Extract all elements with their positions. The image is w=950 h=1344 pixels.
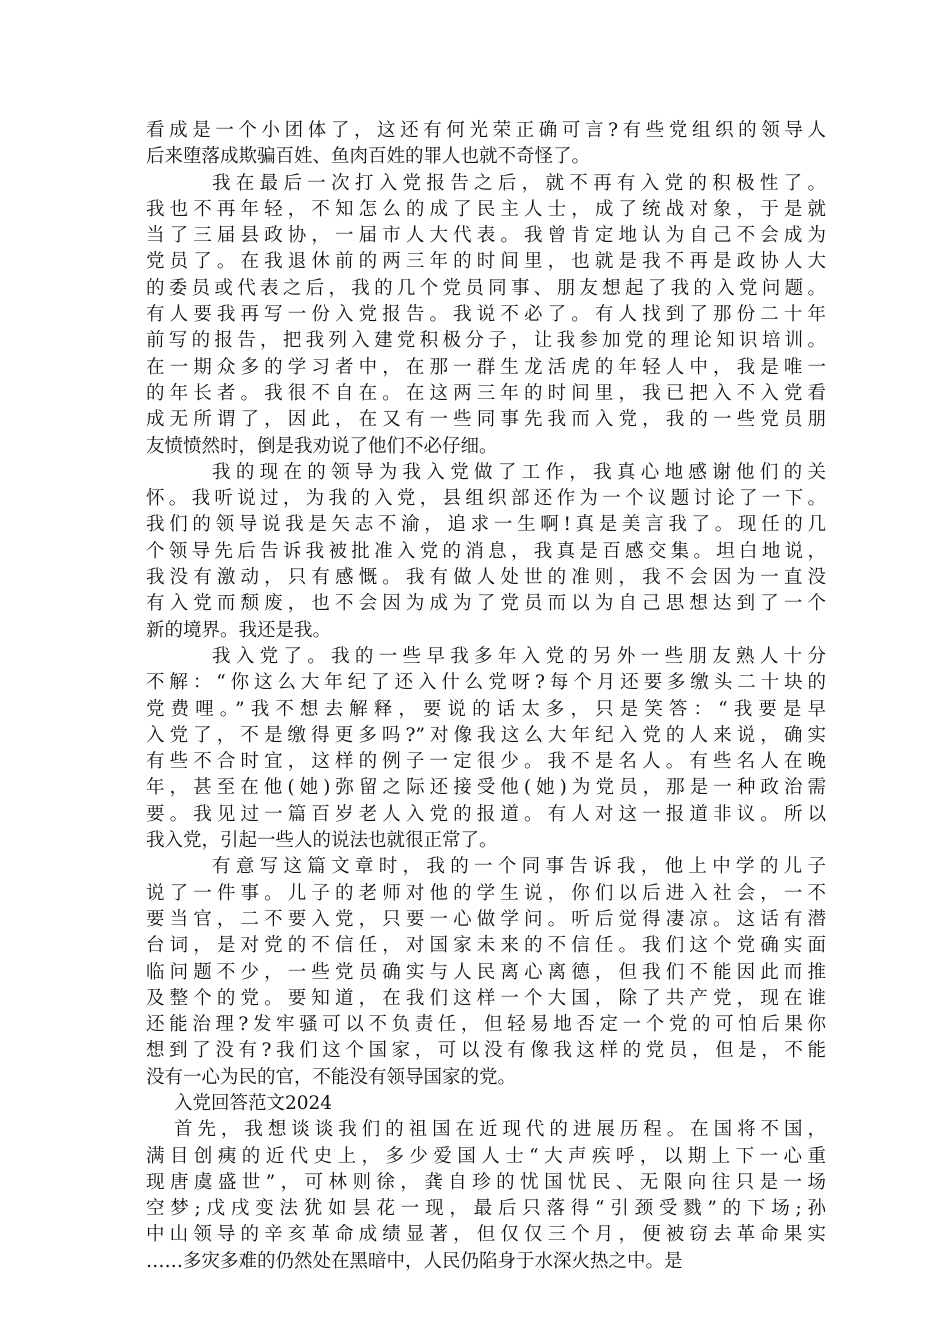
paragraph-line: 有人要我再写一份入党报告。我说不必了。有人找到了那份二十年: [146, 304, 826, 326]
paragraph-line: 没有一心为民的官，不能没有领导国家的党。: [146, 1066, 517, 1088]
paragraph-line: ……多灾多难的仍然处在黑暗中，人民仍陷身于水深火热之中。是: [146, 1250, 683, 1272]
paragraph-line: 有入党而颓废，也不会因为成为了党员而以为自己思想达到了一个: [146, 593, 826, 615]
paragraph-line: 不解：“你这么大年纪了还入什么党呀?每个月还要多缴头二十块的: [146, 672, 826, 694]
paragraph-line: 党费哩。”我不想去解释，要说的话太多，只是笑答：“我要是早: [146, 698, 826, 720]
paragraph-line: 的委员或代表之后，我的几个党员同事、朋友想起了我的入党问题。: [146, 277, 826, 299]
paragraph-line: 我的现在的领导为我入党做了工作，我真心地感谢他们的关: [212, 461, 826, 483]
paragraph-line: 要。我见过一篇百岁老人入党的报道。有人对这一报道非议。所以: [146, 803, 826, 825]
paragraph-line: 现唐虞盛世”，可林则徐，龚自珍的忧国忧民、无限向往只是一场: [146, 1171, 826, 1193]
paragraph-line: 首先，我想谈谈我们的祖国在近现代的进展历程。在国将不国，: [174, 1119, 826, 1141]
paragraph-line: 年，甚至在他(她)弥留之际还接受他(她)为党员，那是一种政治需: [146, 777, 826, 799]
paragraph-line: 看成是一个小团体了，这还有何光荣正确可言?有些党组织的领导人: [146, 120, 826, 141]
paragraph-line: 党员了。在我退休前的两三年的时间里，也就是我不再是政协人大: [146, 251, 826, 273]
paragraph-p6: [146, 1091, 826, 1117]
paragraph-p1: [146, 118, 826, 171]
paragraph-line: 在一期众多的学习者中，在那一群生龙活虎的年轻人中，我是唯一: [146, 356, 826, 378]
paragraph-line: 有意写这篇文章时，我的一个同事告诉我，他上中学的儿子: [212, 856, 826, 878]
paragraph-p3: [146, 460, 826, 644]
paragraph-line: 成无所谓了，因此，在又有一些同事先我而入党，我的一些党员朋: [146, 409, 826, 431]
paragraph-line: 空梦;戊戌变法犹如昙花一现，最后只落得“引颈受戮”的下场;孙: [146, 1198, 826, 1220]
paragraph-line: 有些不合时宜，这样的例子一定很少。我不是名人。有些名人在晚: [146, 751, 826, 773]
paragraph-line: 我在最后一次打入党报告之后，就不再有入党的积极性了。: [212, 172, 826, 194]
paragraph-line: 入党回答范文2024: [174, 1092, 333, 1114]
paragraph-line: 后来堕落成欺骗百姓、鱼肉百姓的罪人也就不奇怪了。: [146, 146, 591, 168]
paragraph-line: 满目创痍的近代史上，多少爱国人士“大声疾呼，以期上下一心重: [146, 1145, 826, 1167]
paragraph-line: 还能治理?发牢骚可以不负责任，但轻易地否定一个党的可怕后果你: [146, 1014, 826, 1036]
paragraph-line: 我入党，引起一些人的说法也就很正常了。: [146, 830, 498, 852]
paragraph-line: 我也不再年轻，不知怎么的成了民主人士，成了统战对象，于是就: [146, 198, 826, 220]
paragraph-line: 个领导先后告诉我被批准入党的消息，我真是百感交集。坦白地说，: [146, 540, 826, 562]
paragraph-line: 台词，是对党的不信任，对国家未来的不信任。我们这个党确实面: [146, 935, 826, 957]
paragraph-line: 想到了没有?我们这个国家，可以没有像我这样的党员，但是，不能: [146, 1040, 826, 1062]
paragraph-line: 说了一件事。儿子的老师对他的学生说，你们以后进入社会，一不: [146, 882, 826, 904]
paragraph-line: 及整个的党。要知道，在我们这样一个大国，除了共产党，现在谁: [146, 987, 826, 1009]
paragraph-line: 前写的报告，把我列入建党积极分子，让我参加党的理论知识培训。: [146, 330, 826, 352]
paragraph-p4: [146, 644, 826, 854]
paragraph-line: 新的境界。我还是我。: [146, 619, 332, 641]
paragraph-line: 我们的领导说我是矢志不渝，追求一生啊!真是美言我了。现任的几: [146, 514, 826, 536]
paragraph-p2: [146, 171, 826, 460]
paragraph-line: 的年长者。我很不自在。在这两三年的时间里，我已把入不入党看: [146, 382, 826, 404]
paragraph-line: 当了三届县政协，一届市人大代表。我曾肯定地认为自己不会成为: [146, 225, 826, 247]
paragraph-p5: [146, 854, 826, 1091]
paragraph-p7: [146, 1117, 826, 1275]
paragraph-line: 我入党了。我的一些早我多年入党的另外一些朋友熟人十分: [212, 645, 826, 667]
paragraph-line: 友愤愤然时，倒是我劝说了他们不必仔细。: [146, 435, 498, 457]
paragraph-line: 中山领导的辛亥革命成绩显著，但仅仅三个月，便被窃去革命果实: [146, 1224, 826, 1246]
paragraph-line: 临问题不少，一些党员确实与人民离心离德，但我们不能因此而推: [146, 961, 826, 983]
paragraph-line: 要当官，二不要入党，只要一心做学问。听后觉得凄凉。这话有潜: [146, 908, 826, 930]
document-body: [146, 118, 826, 1275]
paragraph-line: 我没有激动，只有感慨。我有做人处世的准则，我不会因为一直没: [146, 567, 826, 589]
paragraph-line: 入党了，不是缴得更多吗?”对像我这么大年纪入党的人来说，确实: [146, 724, 826, 746]
paragraph-line: 怀。我听说过，为我的入党，县组织部还作为一个议题讨论了一下。: [146, 488, 826, 510]
